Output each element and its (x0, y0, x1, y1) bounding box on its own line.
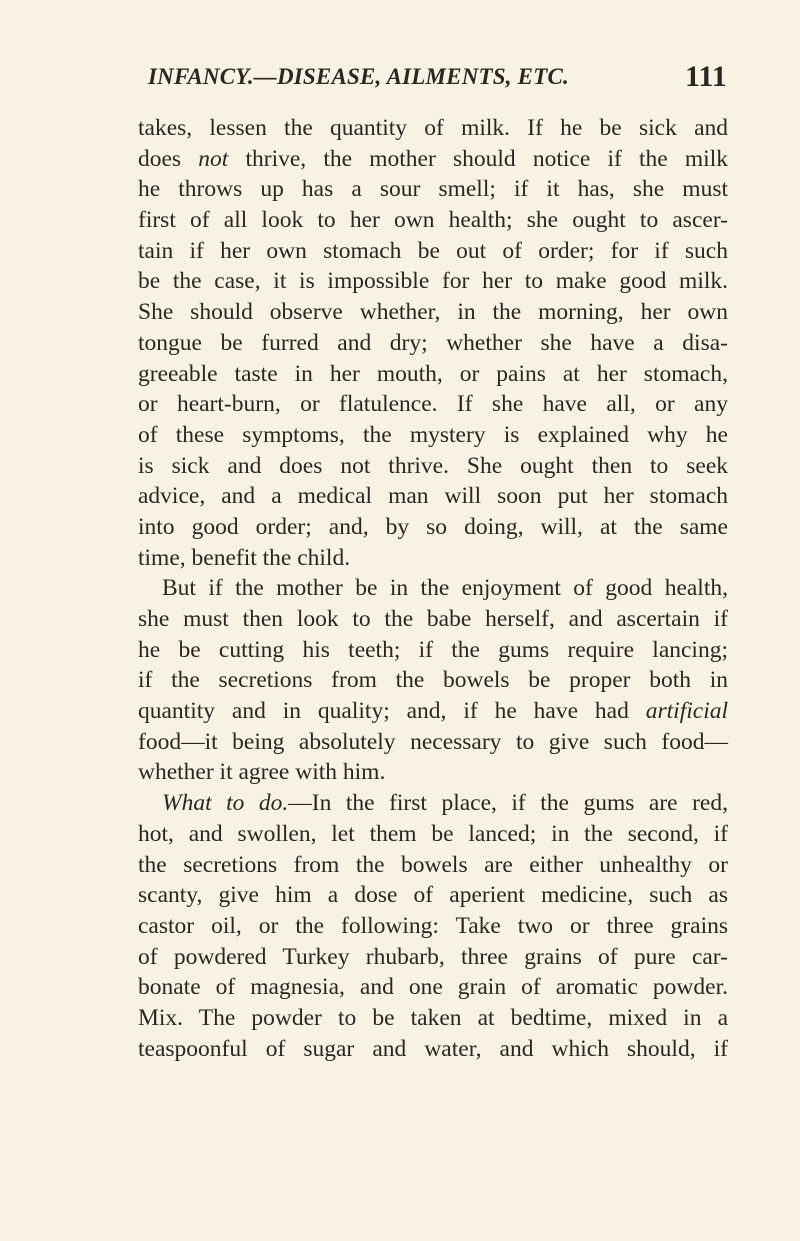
emphasis-not: not (198, 145, 229, 172)
text-line: the secretions from the bowels are either unhealthy or (138, 851, 728, 878)
text-line: takes, lessen the quantity of milk. If he be sick and (138, 115, 728, 141)
text-line: teaspoonful of sugar and water, and which should, if (138, 1035, 728, 1062)
body-text (138, 113, 728, 1064)
text-line: greeable taste in her mouth, or pains at her stomach, (138, 360, 728, 387)
text-line: is sick and does not thrive. She ought then to seek (138, 452, 728, 479)
text-line: she must then look to the babe herself, and ascertain if (138, 606, 728, 632)
emphasis-phrase: artificial (645, 698, 728, 725)
text-line: Mix. The powder to be taken at bedtime, mixed in a (138, 1004, 728, 1031)
running-head: INFANCY.—DISEASE, AILMENTS, ETC. (148, 64, 569, 89)
text-line: She should observe whether, in the morning, her own (138, 299, 728, 326)
text-line: bonate of magnesia, and one grain of aromatic powder. (138, 974, 728, 1001)
text-line: of powdered Turkey rhubarb, three grains of pure car- (138, 943, 728, 970)
text-line: tongue be furred and dry; whether she have a disa- (138, 329, 728, 356)
text-line: or heart-burn, or flatulence. If she have all, or any (138, 391, 728, 418)
text-line: advice, and a medical man will soon put her stomach (138, 483, 728, 510)
text-line: does not thrive, the mother should notice if the milk (138, 145, 728, 172)
emphasis-phrase: What to do. (162, 790, 289, 817)
text-line: But if the mother be in the enjoyment of good health, (162, 575, 728, 602)
text-line: food—it being absolutely necessary to give such food— (138, 728, 728, 755)
page-header (0, 60, 800, 100)
text-line: into good order; and, by so doing, will, at the same (138, 513, 728, 540)
text-line: hot, and swollen, let them be lanced; in the second, if (138, 820, 728, 847)
text-line: quantity and in quality; and, if he have had artificial (138, 698, 728, 725)
text-line: he throws up has a sour smell; if it has, she must (138, 176, 728, 203)
text-line: time, benefit the child. (138, 544, 351, 571)
text-line: if the secretions from the bowels be proper both in (138, 667, 728, 694)
text-line: of these symptoms, the mystery is explained why he (138, 421, 728, 448)
text-line: first of all look to her own health; she ought to ascer- (138, 207, 728, 234)
text-line: whether it agree with him. (138, 759, 386, 786)
text-line: scanty, give him a dose of aperient medicine, such as (138, 882, 728, 909)
text-line: tain if her own stomach be out of order; for if such (138, 237, 728, 264)
page-number: 111 (685, 60, 727, 93)
text-line: What to do.—In the first place, if the gums are red, (162, 790, 728, 817)
text-line: castor oil, or the following: Take two or three grains (138, 912, 728, 939)
text-line: he be cutting his teeth; if the gums require lancing; (138, 636, 728, 663)
text-line: be the case, it is impossible for her to make good milk. (138, 268, 728, 295)
